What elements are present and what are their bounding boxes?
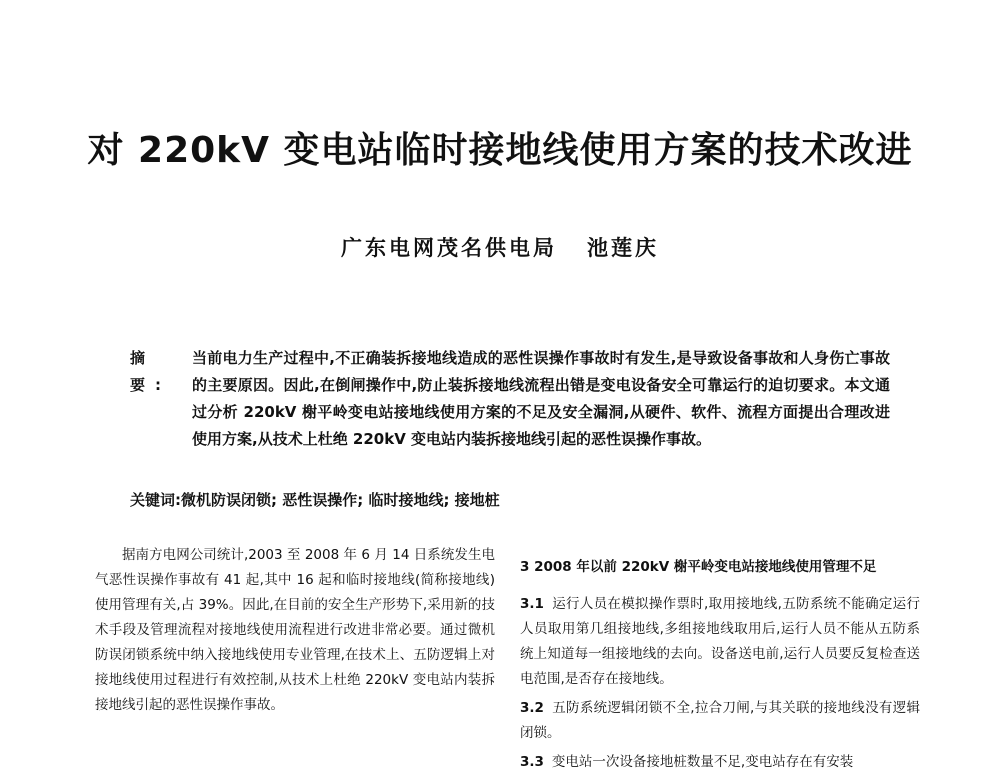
subsection-number: 3.1 (520, 596, 544, 612)
subsection-text: 变电站一次设备接地桩数量不足,变电站存在有安装 (551, 754, 854, 770)
section-heading: 3 2008 年以前 220kV 榭平岭变电站接地线使用管理不足 (520, 559, 877, 575)
section-3 (520, 555, 920, 779)
keywords (130, 488, 890, 512)
subsection-3-2 (520, 696, 920, 746)
subsection-text: 运行人员在模拟操作票时,取用接地线,五防系统不能确定运行人员取用第几组接地线,多组接地线取用后,运行人员不能从五防系统上知道每一组接地线的去向。设备送电前,运行人员要反复检查送电范围,是否存在接地线。 (520, 596, 920, 687)
byline (0, 232, 1000, 262)
abstract-label: 摘 要: (130, 349, 171, 394)
abstract (130, 345, 890, 453)
keywords-label: 关键词: (130, 491, 181, 509)
subsection-3-3 (520, 750, 920, 775)
intro-paragraph: 据南方电网公司统计,2003 至 2008 年 6 月 14 日系统发生电气恶性误操作事故有 41 起,其中 16 起和临时接地线(简称接地线)使用管理有关,占 39%。因此,在目前的安全生产形势下,采用新的技术手段及管理流程对接地线使用流程进行改进非常必要。通过微机防误闭锁系统中纳入接地线使用专业管理,在技术上、五防逻辑上对接地线使用过程进行有效控制,从技术上杜绝 220kV 变电站内装拆接地线引起的恶性误操作事故。 (95, 547, 495, 713)
abstract-text: 当前电力生产过程中,不正确装拆接地线造成的恶性误操作事故时有发生,是导致设备事故和人身伤亡事故的主要原因。因此,在倒闸操作中,防止装拆接地线流程出错是变电设备安全可靠运行的迫切要求。本文通过分析 220kV 榭平岭变电站接地线使用方案的不足及安全漏洞,从硬件、软件、流程方面提出合理改进使用方案,从技术上杜绝 220kV 变电站内装拆接地线引起的恶性误操作事故。 (192, 349, 890, 448)
paper-title: 对 220kV 变电站临时接地线使用方案的技术改进 (87, 130, 913, 171)
author-affiliation: 广东电网茂名供电局 (341, 236, 557, 260)
subsection-number: 3.2 (520, 700, 544, 716)
subsection-number: 3.3 (520, 754, 544, 770)
subsection-3-1 (520, 592, 920, 692)
subsection-text: 五防系统逻辑闭锁不全,拉合刀闸,与其关联的接地线没有逻辑闭锁。 (520, 700, 920, 741)
author-name: 池莲庆 (587, 236, 659, 260)
keywords-text: 微机防误闭锁; 恶性误操作; 临时接地线; 接地桩 (181, 491, 500, 509)
